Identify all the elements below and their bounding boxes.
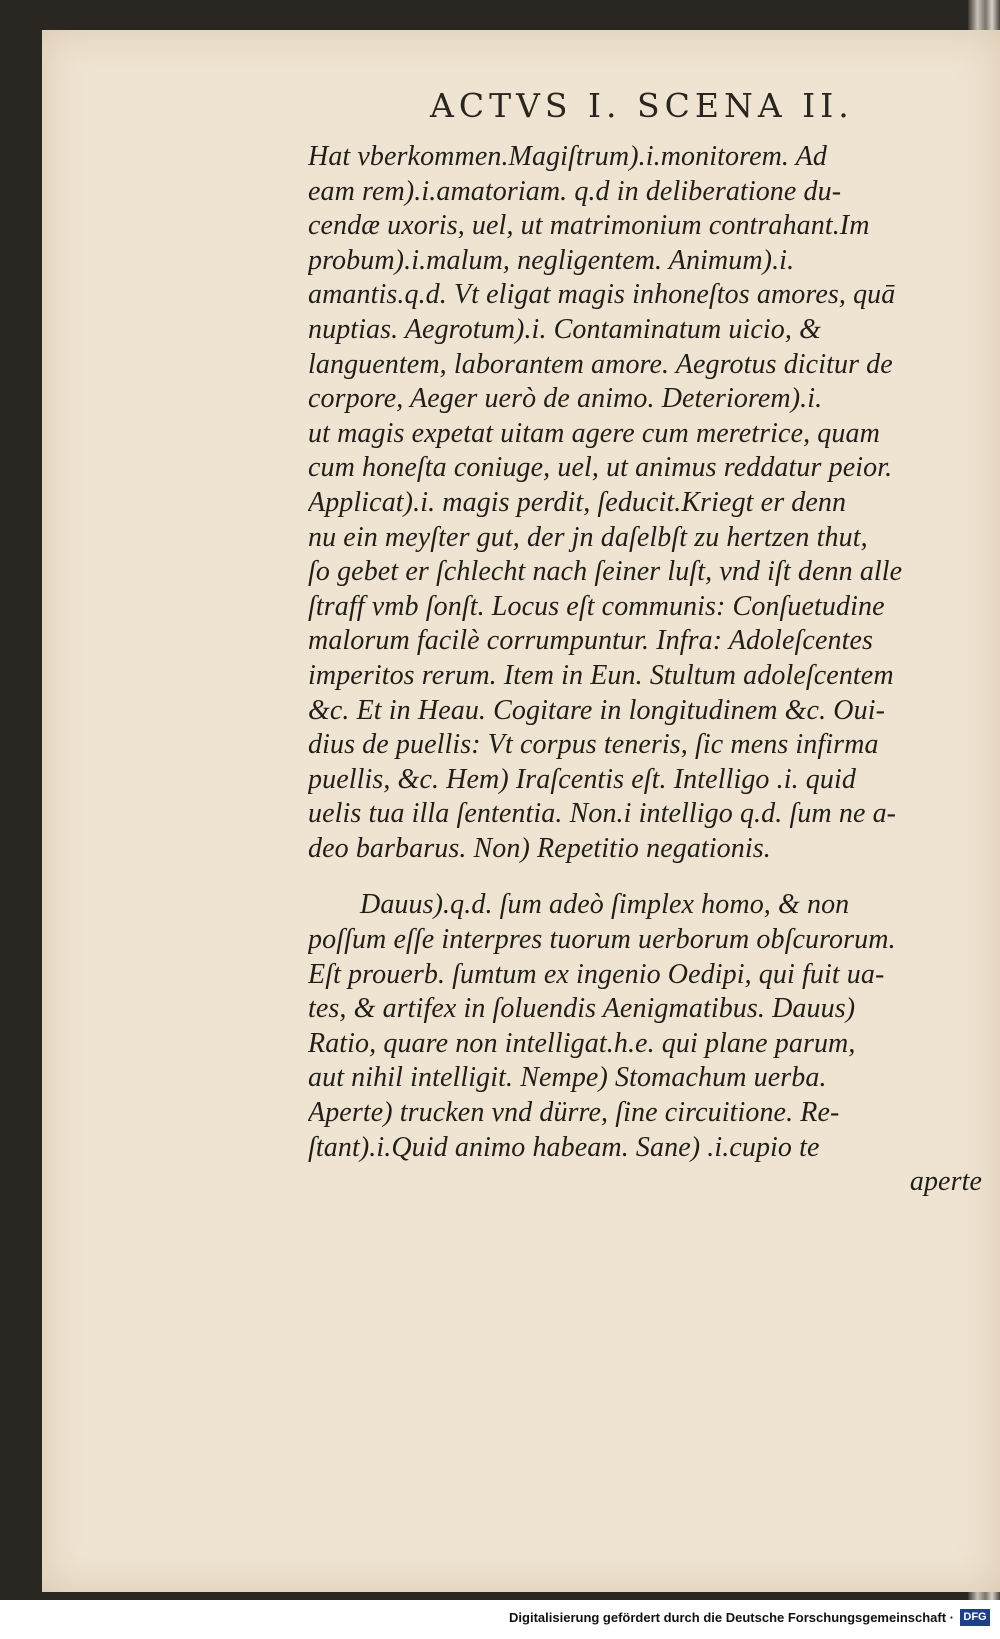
text-line: uelis tua illa ſententia. Non.i intelligo q.d. ſum ne a- (308, 798, 897, 830)
text-line: Applicat).i. magis perdit, ſeducit.Kriegt er denn (308, 486, 847, 518)
footer-bar (0, 1600, 1000, 1639)
text-line: amantis.q.d. Vt eligat magis inhoneſtos amores, quā (308, 279, 896, 311)
text-line: poſſum eſſe interpres tuorum uerborum obſcurorum. (308, 924, 896, 956)
text-line: Aperte) trucken vnd dürre, ſine circuitione. Re- (308, 1097, 840, 1129)
paragraph-start-line: Dauus).q.d. ſum adeò ſimplex homo, & non (360, 889, 850, 921)
text-line: tes, & artifex in ſoluendis Aenigmatibus. Dauus) (308, 993, 856, 1025)
text-line: aut nihil intelligit. Nempe) Stomachum uerba. (308, 1062, 827, 1094)
text-line: cum honeſta coniuge, uel, ut animus reddatur peior. (308, 452, 893, 484)
text-line: ut magis expetat uitam agere cum meretrice, quam (308, 417, 880, 449)
page-body (308, 140, 986, 1200)
text-line: puellis, &c. Hem) Iraſcentis eſt. Intelligo .i. quid (308, 763, 856, 795)
text-line: nu ein meyſter gut, der jn daſelbſt zu hertzen thut, (308, 521, 868, 553)
text-line: probum).i.malum, negligentem. Animum).i. (308, 244, 795, 276)
text-line: malorum facilè corrumpuntur. Infra: Adoleſcentes (308, 625, 873, 657)
text-line: eam rem).i.amatoriam. q.d in deliberatione du- (308, 175, 842, 207)
text-line: ſtant).i.Quid animo habeam. Sane) .i.cupio te (308, 1131, 820, 1163)
running-head: ACTVS I. SCENA II. (430, 86, 854, 125)
text-line: ſo gebet er ſchlecht nach ſeiner luſt, vnd iſt denn alle (308, 556, 903, 588)
text-line: languentem, laborantem amore. Aegrotus dicitur de (308, 348, 893, 380)
text-line: Ratio, quare non intelligat.h.e. qui plane parum, (308, 1027, 856, 1059)
text-line: Hat vberkommen.Magiſtrum).i.monitorem. Ad (308, 141, 827, 172)
dfg-logo: DFG (960, 1609, 990, 1626)
text-line: Eſt prouerb. ſumtum ex ingenio Oedipi, qui fuit ua- (308, 958, 885, 990)
text-line: corpore, Aeger uerò de animo. Deteriorem).i. (308, 383, 823, 415)
text-line: cendæ uxoris, uel, ut matrimonium contrahant.Im (308, 210, 870, 242)
text-line: deo barbarus. Non) Repetitio negationis. (308, 832, 771, 864)
text-line: &c. Et in Heau. Cogitare in longitudinem &c. Oui- (308, 694, 886, 726)
text-line: imperitos rerum. Item in Eun. Stultum adoleſcentem (308, 659, 894, 691)
text-line: ſtraff vmb ſonſt. Locus eſt communis: Conſuetudine (308, 590, 885, 622)
text-line: dius de puellis: Vt corpus teneris, ſic mens infirma (308, 729, 879, 761)
funding-credit: Digitalisierung gefördert durch die Deutsche Forschungsgemeinschaft · (509, 1610, 954, 1625)
text-line: nuptias. Aegrotum).i. Contaminatum uicio, & (308, 313, 821, 345)
catchword: aperte (909, 1166, 982, 1198)
